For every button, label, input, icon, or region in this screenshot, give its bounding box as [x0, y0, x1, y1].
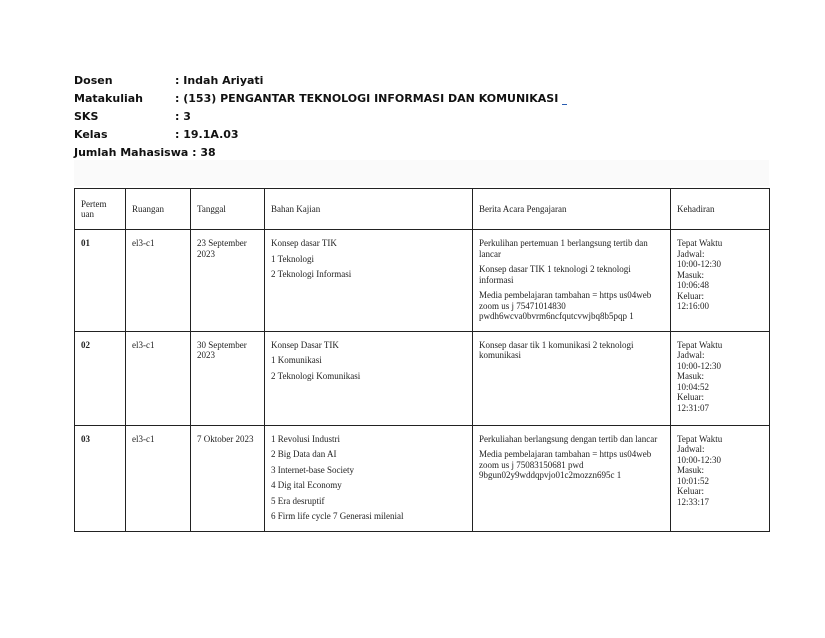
bahan-item: 2 Teknologi Komunikasi: [271, 370, 361, 381]
kehadiran-line: Masuk:: [677, 371, 704, 381]
bahan-item: 3 Internet-base Society: [271, 464, 354, 475]
bahan-item: 1 Komunikasi: [271, 355, 322, 365]
header-berita: Berita Acara Pengajaran: [473, 189, 671, 230]
kehadiran-line: Keluar:: [677, 392, 704, 402]
kehadiran-line: 10:04:52: [677, 381, 710, 392]
kelas-value: : 19.1A.03: [175, 128, 239, 141]
separator-band: [74, 160, 769, 186]
kehadiran-line: 10:00-12:30: [677, 360, 721, 371]
berita-paragraph: Media pembelajaran tambahan = https us04web zoom us j 75471014830 pwdh6wcva0bvrm6ncfqutcvwjbq8b5pqp 1: [479, 290, 652, 321]
berita-paragraph: Konsep dasar TIK 1 teknologi 2 teknologi informasi: [479, 264, 631, 285]
row-bahan: [265, 331, 473, 425]
berita-paragraph: Perkulihan pertemuan 1 berlangsung tertib dan lancar: [479, 238, 648, 259]
table-row: [75, 230, 770, 332]
row-bahan: [265, 425, 473, 531]
sks-label: SKS: [74, 110, 99, 123]
header-tanggal: Tanggal: [191, 189, 265, 230]
header-pertemuan-line2: uan: [81, 209, 94, 219]
matakuliah-value: : (153) PENGANTAR TEKNOLOGI INFORMASI DAN KOMUNIKASI: [175, 92, 559, 105]
kehadiran-line: Jadwal:: [677, 350, 705, 360]
row-ruangan: el3-c1: [126, 425, 191, 531]
row-tanggal: 7 Oktober 2023: [191, 425, 265, 531]
table-header-row: [75, 189, 770, 230]
sks-value: : 3: [175, 110, 191, 123]
kehadiran-line: 12:33:17: [677, 496, 710, 507]
kehadiran-line: Keluar:: [677, 486, 704, 496]
row-berita: [473, 230, 671, 332]
attendance-table: [74, 188, 770, 532]
kehadiran-line: Masuk:: [677, 465, 704, 475]
bahan-item: 2 Big Data dan AI: [271, 449, 337, 459]
header-bahan: Bahan Kajian: [265, 189, 473, 230]
row-kehadiran: [671, 331, 770, 425]
table-row: [75, 425, 770, 531]
header-pertemuan: [75, 189, 126, 230]
kehadiran-line: Masuk:: [677, 269, 704, 280]
bahan-item: 2 Teknologi Informasi: [271, 269, 352, 279]
kehadiran-line: Tepat Waktu: [677, 238, 723, 248]
kehadiran-line: 12:31:07: [677, 402, 710, 413]
header-ruangan: Ruangan: [126, 189, 191, 230]
link-mark[interactable]: [562, 94, 567, 105]
row-berita: [473, 425, 671, 531]
kehadiran-line: Tepat Waktu: [677, 339, 723, 350]
bahan-item: 1 Revolusi Industri: [271, 433, 340, 444]
kehadiran-line: Keluar:: [677, 290, 704, 301]
row-bahan: [265, 230, 473, 332]
jumlah-mahasiswa: Jumlah Mahasiswa : 38: [74, 146, 216, 159]
kehadiran-line: 10:00-12:30: [677, 259, 721, 269]
row-number: 01: [75, 230, 126, 332]
row-number: 02: [75, 331, 126, 425]
row-kehadiran: [671, 425, 770, 531]
row-kehadiran: [671, 230, 770, 332]
row-tanggal: 30 September 2023: [191, 331, 265, 425]
row-ruangan: el3-c1: [126, 230, 191, 332]
kehadiran-line: Tepat Waktu: [677, 433, 723, 444]
header-kehadiran: Kehadiran: [671, 189, 770, 230]
bahan-item: 6 Firm life cycle 7 Generasi milenial: [271, 511, 404, 521]
kehadiran-line: 10:01:52: [677, 475, 710, 486]
berita-paragraph: Media pembelajaran tambahan = https us04web zoom us j 75083150681 pwd 9bgun02y9wddqpvjo01c2mozzn695c 1: [479, 449, 652, 480]
row-number: 03: [75, 425, 126, 531]
kehadiran-line: 12:16:00: [677, 301, 710, 311]
matakuliah-value-wrap: [175, 92, 567, 105]
row-berita: [473, 331, 671, 425]
dosen-label: Dosen: [74, 74, 113, 87]
kelas-label: Kelas: [74, 128, 108, 141]
row-tanggal: 23 September 2023: [191, 230, 265, 332]
bahan-item: 4 Dig ital Economy: [271, 480, 342, 490]
bahan-item: Konsep Dasar TIK: [271, 339, 339, 350]
berita-paragraph: Perkuliahan berlangsung dengan tertib dan lancar: [479, 433, 658, 444]
bahan-item: 1 Teknologi: [271, 253, 314, 264]
bahan-item: 5 Era desruptif: [271, 495, 325, 506]
matakuliah-label: Matakuliah: [74, 92, 143, 105]
kehadiran-line: Jadwal:: [677, 444, 705, 454]
berita-paragraph: Konsep dasar tik 1 komunikasi 2 teknologi komunikasi: [479, 339, 634, 360]
kehadiran-line: Jadwal:: [677, 248, 705, 259]
header-pertemuan-line1: Pertem: [81, 198, 107, 209]
table-row: [75, 331, 770, 425]
dosen-value: : Indah Ariyati: [175, 74, 264, 87]
row-ruangan: el3-c1: [126, 331, 191, 425]
kehadiran-line: 10:00-12:30: [677, 454, 721, 465]
kehadiran-line: 10:06:48: [677, 280, 710, 290]
bahan-item: Konsep dasar TIK: [271, 238, 337, 248]
